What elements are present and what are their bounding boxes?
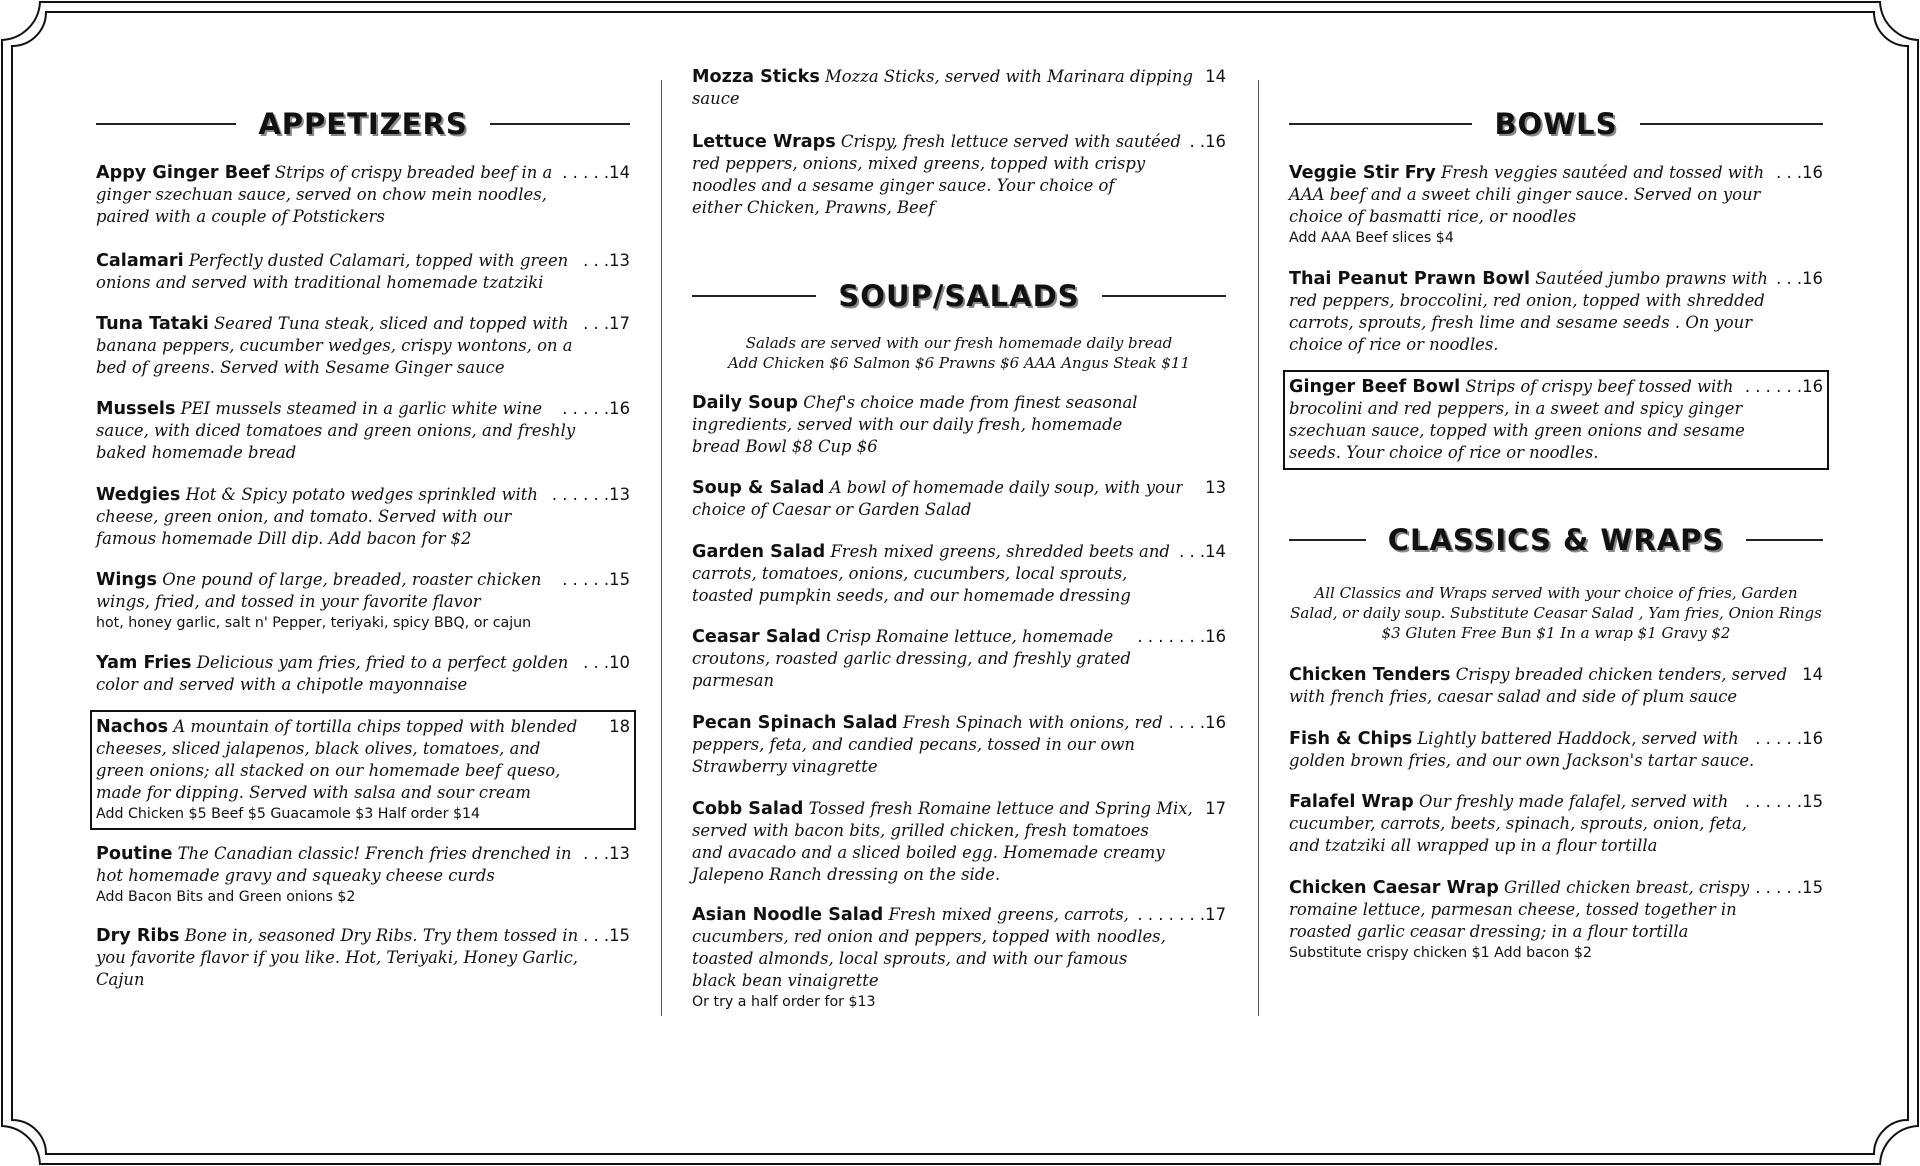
menu-item-description-line: AAA beef and a sweet chili ginger sauce. Served on your bbox=[1289, 185, 1761, 204]
menu-item-lead bbox=[1289, 162, 1764, 184]
menu-item-price: . .16 bbox=[1189, 132, 1226, 151]
menu-item-description: Our freshly made falafel, served with bbox=[1418, 792, 1729, 811]
menu-item-description-line: wings, fried, and tossed in your favorite flavor bbox=[96, 592, 481, 611]
menu-item-headline bbox=[1289, 664, 1823, 686]
menu-item-addon: hot, honey garlic, salt n' Pepper, teriyaki, spicy BBQ, or cajun bbox=[96, 615, 532, 631]
menu-item bbox=[1289, 376, 1823, 464]
menu-item-lead bbox=[692, 904, 1129, 926]
menu-item bbox=[96, 250, 630, 294]
menu-item-description: Hot & Spicy potato wedges sprinkled with bbox=[185, 485, 538, 504]
menu-item-lead bbox=[692, 712, 1163, 734]
menu-item-name: Cobb Salad bbox=[692, 799, 804, 819]
menu-item-name: Daily Soup bbox=[692, 393, 799, 413]
menu-item-description-line: carrots, tomatoes, onions, cucumbers, local sprouts, bbox=[692, 564, 1128, 583]
menu-item-price: . . . . .16 bbox=[562, 399, 630, 418]
menu-item-headline bbox=[692, 392, 1226, 414]
menu-item-addon: Add Bacon Bits and Green onions $2 bbox=[96, 889, 356, 905]
menu-item-headline bbox=[692, 477, 1226, 499]
soup-salads-note bbox=[692, 333, 1226, 373]
menu-item-headline bbox=[692, 904, 1226, 926]
menu-item bbox=[96, 162, 630, 228]
menu-item-price: . . .15 bbox=[583, 926, 630, 945]
menu-item bbox=[96, 716, 630, 824]
menu-item-description: Mozza Sticks, served with Marinara dipping bbox=[825, 67, 1193, 86]
menu-item bbox=[96, 313, 630, 379]
menu-item-description: Fresh mixed greens, shredded beets and bbox=[830, 542, 1170, 561]
menu-item-description-line: choice of rice or noodles. bbox=[1289, 335, 1499, 354]
menu-item-description: Crispy, fresh lettuce served with sautéed bbox=[840, 132, 1181, 151]
menu-item-lead bbox=[96, 398, 542, 420]
menu-item-description-line: peppers, feta, and candied pecans, tossed in our own bbox=[692, 735, 1135, 754]
menu-item-lead bbox=[692, 131, 1181, 153]
menu-item-description-line: Cajun bbox=[96, 970, 145, 989]
menu-item-description: The Canadian classic! French fries drenched in bbox=[177, 844, 572, 863]
menu-item-description: Sautéed jumbo prawns with bbox=[1535, 269, 1768, 288]
menu-item-description: Grilled chicken breast, crispy bbox=[1504, 878, 1750, 897]
menu-item-description-line: green onions; all stacked on our homemade beef queso, bbox=[96, 761, 561, 780]
menu-item-name: Ceasar Salad bbox=[692, 627, 821, 647]
menu-item-description-line: Jalepeno Ranch dressing on the side. bbox=[692, 865, 1001, 884]
menu-item-price: . . .17 bbox=[583, 314, 630, 333]
menu-item-description-line: you favorite flavor if you like. Hot, Teriyaki, Honey Garlic, bbox=[96, 948, 578, 967]
menu-item-name: Yam Fries bbox=[96, 653, 192, 673]
menu-item-headline bbox=[692, 66, 1226, 88]
menu-item-lead bbox=[1289, 877, 1749, 899]
menu-item-lead bbox=[1289, 791, 1728, 813]
soup-salads-heading bbox=[692, 276, 1226, 316]
menu-item-description-line: cucumber, carrots, beets, spinach, sprouts, onion, feta, bbox=[1289, 814, 1747, 833]
menu-item-headline bbox=[1289, 791, 1823, 813]
menu-item-lead bbox=[1289, 664, 1787, 686]
menu-item-name: Wedgies bbox=[96, 485, 181, 505]
menu-item bbox=[692, 626, 1226, 692]
menu-item-lead bbox=[96, 843, 572, 865]
menu-item-description-line: paired with a couple of Potstickers bbox=[96, 207, 385, 226]
menu-item-description: Fresh mixed greens, carrots, bbox=[888, 905, 1129, 924]
menu-item-lead bbox=[96, 652, 568, 674]
menu-item-addon: Or try a half order for $13 bbox=[692, 994, 876, 1010]
menu-item-headline bbox=[96, 843, 630, 865]
menu-item bbox=[96, 398, 630, 464]
menu-item-price: 18 bbox=[609, 717, 630, 736]
menu-item-price: . . . . .16 bbox=[1755, 729, 1823, 748]
menu-item-price: . . . . . .15 bbox=[1744, 792, 1823, 811]
menu-item bbox=[1289, 877, 1823, 963]
menu-item-lead bbox=[96, 484, 538, 506]
menu-item-description-line: color and served with a chipotle mayonnaise bbox=[96, 675, 468, 694]
menu-item-price: . . . . .14 bbox=[562, 163, 630, 182]
menu-item-name: Tuna Tataki bbox=[96, 314, 209, 334]
menu-item-description-line: golden brown fries, and our own Jackson's tartar sauce. bbox=[1289, 751, 1755, 770]
menu-item-price: . . . . . . .16 bbox=[1137, 627, 1226, 646]
menu-item-description: Perfectly dusted Calamari, topped with green bbox=[188, 251, 569, 270]
menu-item-addon: Add AAA Beef slices $4 bbox=[1289, 230, 1454, 246]
menu-item-price: . . . . .15 bbox=[562, 570, 630, 589]
heading-rule-right bbox=[1102, 295, 1226, 297]
menu-item bbox=[1289, 791, 1823, 857]
menu-item-lead bbox=[96, 162, 552, 184]
menu-item-description: Seared Tuna steak, sliced and topped with bbox=[213, 314, 569, 333]
note-line: Add Chicken $6 Salmon $6 Prawns $6 AAA Angus Steak $11 bbox=[727, 354, 1191, 372]
menu-item-description-line: bed of greens. Served with Sesame Ginger sauce bbox=[96, 358, 505, 377]
menu-item-description-line: served with bacon bits, grilled chicken, fresh tomatoes bbox=[692, 821, 1149, 840]
menu-item bbox=[692, 798, 1226, 886]
menu-item-name: Ginger Beef Bowl bbox=[1289, 377, 1461, 397]
menu-item-description: Crispy breaded chicken tenders, served bbox=[1455, 665, 1788, 684]
menu-item-headline bbox=[96, 313, 630, 335]
menu-item bbox=[96, 925, 630, 991]
menu-item-description-line: banana peppers, cucumber wedges, crispy wontons, on a bbox=[96, 336, 573, 355]
menu-item-description: Bone in, seasoned Dry Ribs. Try them tossed in bbox=[184, 926, 579, 945]
menu-item-headline bbox=[692, 131, 1226, 153]
menu-item-headline bbox=[96, 398, 630, 420]
menu-item-description: One pound of large, breaded, roaster chicken bbox=[162, 570, 542, 589]
menu-item-description: Strips of crispy breaded beef in a bbox=[274, 163, 553, 182]
menu-item-description-line: and tzatziki all wrapped up in a flour tortilla bbox=[1289, 836, 1658, 855]
menu-item bbox=[1289, 268, 1823, 356]
heading-rule-left bbox=[692, 295, 816, 297]
menu-item-description-line: hot homemade gravy and squeaky cheese curds bbox=[96, 866, 495, 885]
menu-item-lead bbox=[96, 716, 577, 738]
menu-item-name: Soup & Salad bbox=[692, 478, 825, 498]
menu-item-description-line: romaine lettuce, parmesan cheese, tossed together in bbox=[1289, 900, 1737, 919]
menu-item-description: A mountain of tortilla chips topped with blended bbox=[173, 717, 578, 736]
menu-item-lead bbox=[96, 313, 569, 335]
appetizers-heading bbox=[96, 104, 630, 144]
menu-item-lead bbox=[1289, 268, 1768, 290]
menu-item-price: . . . . . . .17 bbox=[1137, 905, 1226, 924]
menu-item-headline bbox=[1289, 162, 1823, 184]
menu-item-price: . . . . . .16 bbox=[1744, 377, 1823, 396]
note-line: $3 Gluten Free Bun $1 In a wrap $1 Gravy $2 bbox=[1381, 624, 1731, 642]
menu-item-lead bbox=[692, 66, 1193, 88]
menu-item-name: Chicken Caesar Wrap bbox=[1289, 878, 1499, 898]
menu-item-lead bbox=[692, 392, 1138, 414]
menu-item-name: Garden Salad bbox=[692, 542, 826, 562]
menu-item-description-line: cheese, green onion, and tomato. Served with our bbox=[96, 507, 512, 526]
menu-item bbox=[1289, 664, 1823, 708]
section-title: BOWLS bbox=[1494, 107, 1618, 141]
menu-item-headline bbox=[692, 541, 1226, 563]
heading-rule-left bbox=[96, 123, 236, 125]
menu-item-description: Fresh veggies sautéed and tossed with bbox=[1441, 163, 1765, 182]
menu-item-price: 14 bbox=[1802, 665, 1823, 684]
menu-item-lead bbox=[96, 569, 541, 591]
menu-item bbox=[96, 652, 630, 696]
menu-item-name: Veggie Stir Fry bbox=[1289, 163, 1436, 183]
menu-item-addon: Add Chicken $5 Beef $5 Guacamole $3 Half order $14 bbox=[96, 806, 481, 822]
menu-item-description-line: onions and served with traditional homemade tzatziki bbox=[96, 273, 544, 292]
menu-item-name: Pecan Spinach Salad bbox=[692, 713, 898, 733]
menu-item-name: Fish & Chips bbox=[1289, 729, 1413, 749]
heading-rule-right bbox=[490, 123, 630, 125]
menu-item bbox=[692, 541, 1226, 607]
menu-item-name: Calamari bbox=[96, 251, 184, 271]
menu-item bbox=[692, 477, 1226, 521]
menu-item-description-line: bread Bowl $8 Cup $6 bbox=[692, 437, 878, 456]
menu-item-description-line: parmesan bbox=[692, 671, 775, 690]
menu-item-description: Delicious yam fries, fried to a perfect golden bbox=[196, 653, 569, 672]
menu-item-description-line: carrots, sprouts, fresh lime and sesame seeds . On your bbox=[1289, 313, 1753, 332]
menu-item-headline bbox=[692, 626, 1226, 648]
menu-item-name: Wings bbox=[96, 570, 158, 590]
menu-item bbox=[96, 484, 630, 550]
menu-item-lead bbox=[96, 250, 568, 272]
section-title: SOUP/SALADS bbox=[838, 279, 1080, 313]
menu-item-name: Lettuce Wraps bbox=[692, 132, 836, 152]
menu-item-description: Fresh Spinach with onions, red bbox=[902, 713, 1163, 732]
menu-item-price: . . .10 bbox=[583, 653, 630, 672]
menu-item-description-line: either Chicken, Prawns, Beef bbox=[692, 198, 935, 217]
menu-item-description-line: noodles and a sesame ginger sauce. Your choice of bbox=[692, 176, 1115, 195]
classics-heading bbox=[1289, 520, 1823, 560]
menu-item-headline bbox=[1289, 877, 1823, 899]
menu-item-lead bbox=[692, 541, 1170, 563]
heading-rule-right bbox=[1640, 123, 1823, 125]
menu-item-description-line: made for dipping. Served with salsa and sour cream bbox=[96, 783, 531, 802]
menu-item-description-line: ingredients, served with our daily fresh, homemade bbox=[692, 415, 1123, 434]
menu-item-description-line: black bean vinaigrette bbox=[692, 971, 879, 990]
menu-item-name: Dry Ribs bbox=[96, 926, 180, 946]
menu-item-headline bbox=[96, 484, 630, 506]
menu-item-description-line: choice of Caesar or Garden Salad bbox=[692, 500, 972, 519]
menu-item-description: PEI mussels steamed in a garlic white wine bbox=[180, 399, 543, 418]
menu-item-description-line: toasted pumpkin seeds, and our homemade dressing bbox=[692, 586, 1131, 605]
menu-item-description-line: sauce bbox=[692, 89, 740, 108]
menu-item-price: . . .16 bbox=[1776, 163, 1823, 182]
menu-item bbox=[692, 131, 1226, 219]
section-title: APPETIZERS bbox=[258, 107, 468, 141]
section-title: CLASSICS & WRAPS bbox=[1387, 523, 1725, 557]
menu-item-headline bbox=[692, 798, 1226, 820]
menu-item-description: Strips of crispy beef tossed with bbox=[1465, 377, 1734, 396]
menu-item-headline bbox=[96, 716, 630, 738]
menu-item-description: A bowl of homemade daily soup, with your bbox=[829, 478, 1184, 497]
menu-item-lead bbox=[692, 477, 1183, 499]
menu-item-description-line: Strawberry vinagrette bbox=[692, 757, 878, 776]
menu-item-lead bbox=[1289, 376, 1733, 398]
menu-item-headline bbox=[1289, 268, 1823, 290]
menu-item-price: . . . . . .13 bbox=[551, 485, 630, 504]
classics-note bbox=[1289, 583, 1823, 643]
column-divider-right bbox=[1258, 80, 1259, 1016]
menu-item bbox=[692, 904, 1226, 1012]
menu-item-description-line: cheeses, sliced jalapenos, black olives, tomatoes, and bbox=[96, 739, 541, 758]
menu-item-name: Chicken Tenders bbox=[1289, 665, 1451, 685]
menu-item-headline bbox=[1289, 728, 1823, 750]
menu-item-headline bbox=[96, 162, 630, 184]
menu-item-name: Thai Peanut Prawn Bowl bbox=[1289, 269, 1530, 289]
menu-item-price: 17 bbox=[1205, 799, 1226, 818]
menu-item-name: Appy Ginger Beef bbox=[96, 163, 270, 183]
menu-item-lead bbox=[96, 925, 578, 947]
menu-item-name: Falafel Wrap bbox=[1289, 792, 1414, 812]
menu-item-name: Poutine bbox=[96, 844, 173, 864]
menu-item-headline bbox=[96, 250, 630, 272]
menu-item bbox=[96, 569, 630, 633]
menu-item-description-line: sauce, with diced tomatoes and green onions, and freshly bbox=[96, 421, 576, 440]
menu-item-price: . . . . .15 bbox=[1755, 878, 1823, 897]
menu-item-description-line: cucumbers, red onion and peppers, topped with noodles, bbox=[692, 927, 1166, 946]
menu-item-description-line: toasted almonds, local sprouts, and with our famous bbox=[692, 949, 1128, 968]
menu-item-description: Crisp Romaine lettuce, homemade bbox=[826, 627, 1114, 646]
menu-item-price: 13 bbox=[1205, 478, 1226, 497]
heading-rule-right bbox=[1746, 539, 1823, 541]
column-divider-left bbox=[661, 80, 662, 1016]
note-line: Salad, or daily soup. Substitute Ceasar Salad , Yam fries, Onion Rings bbox=[1290, 604, 1822, 622]
menu-item-description: Lightly battered Haddock, served with bbox=[1417, 729, 1739, 748]
menu-item-description: Tossed fresh Romaine lettuce and Spring Mix, bbox=[808, 799, 1193, 818]
menu-item bbox=[96, 843, 630, 907]
menu-item-description-line: choice of basmatti rice, or noodles bbox=[1289, 207, 1577, 226]
menu-item-description-line: brocolini and red peppers, in a sweet and spicy ginger bbox=[1289, 399, 1743, 418]
menu-item-price: . . . .16 bbox=[1168, 713, 1226, 732]
menu-item-description-line: red peppers, onions, mixed greens, topped with crispy bbox=[692, 154, 1146, 173]
heading-rule-left bbox=[1289, 123, 1472, 125]
menu-item-description-line: and avacado and a sliced boiled egg. Homemade creamy bbox=[692, 843, 1165, 862]
menu-item-price: . . .13 bbox=[583, 844, 630, 863]
menu-item-description: Chef's choice made from finest seasonal bbox=[803, 393, 1138, 412]
menu-item-price: 14 bbox=[1205, 67, 1226, 86]
menu-item-price: . . .13 bbox=[583, 251, 630, 270]
menu-item bbox=[1289, 728, 1823, 772]
note-line: All Classics and Wraps served with your choice of fries, Garden bbox=[1314, 584, 1798, 602]
menu-item-description-line: famous homemade Dill dip. Add bacon for $2 bbox=[96, 529, 472, 548]
menu-item-headline bbox=[96, 569, 630, 591]
menu-item-headline bbox=[1289, 376, 1823, 398]
menu-item-headline bbox=[96, 925, 630, 947]
menu-item-description-line: croutons, roasted garlic dressing, and freshly grated bbox=[692, 649, 1131, 668]
menu-item-name: Mussels bbox=[96, 399, 176, 419]
menu-item-lead bbox=[692, 798, 1193, 820]
menu-item-addon: Substitute crispy chicken $1 Add bacon $2 bbox=[1289, 945, 1592, 961]
menu-item-price: . . .14 bbox=[1179, 542, 1226, 561]
menu-item-description-line: szechuan sauce, topped with green onions and sesame bbox=[1289, 421, 1745, 440]
menu-item-name: Nachos bbox=[96, 717, 169, 737]
menu-item-description-line: seeds. Your choice of rice or noodles. bbox=[1289, 443, 1599, 462]
menu-item-description-line: roasted garlic ceasar dressing; in a flour tortilla bbox=[1289, 922, 1689, 941]
note-line: Salads are served with our fresh homemade daily bread bbox=[745, 334, 1173, 352]
menu-item-description-line: baked homemade bread bbox=[96, 443, 297, 462]
heading-rule-left bbox=[1289, 539, 1366, 541]
menu-item bbox=[692, 66, 1226, 110]
menu-item bbox=[1289, 162, 1823, 248]
menu-item-description-line: red peppers, broccolini, red onion, topped with shredded bbox=[1289, 291, 1765, 310]
bowls-heading bbox=[1289, 104, 1823, 144]
menu-item bbox=[692, 392, 1226, 458]
menu-item-lead bbox=[692, 626, 1113, 648]
menu-item-price: . . .16 bbox=[1776, 269, 1823, 288]
menu-item-description-line: with french fries, caesar salad and side of plum sauce bbox=[1289, 687, 1738, 706]
menu-item-lead bbox=[1289, 728, 1739, 750]
menu-item bbox=[692, 712, 1226, 778]
menu-item-description-line: ginger szechuan sauce, served on chow mein noodles, bbox=[96, 185, 547, 204]
menu-item-headline bbox=[692, 712, 1226, 734]
menu-item-name: Asian Noodle Salad bbox=[692, 905, 884, 925]
menu-item-headline bbox=[96, 652, 630, 674]
menu-item-name: Mozza Sticks bbox=[692, 67, 820, 87]
